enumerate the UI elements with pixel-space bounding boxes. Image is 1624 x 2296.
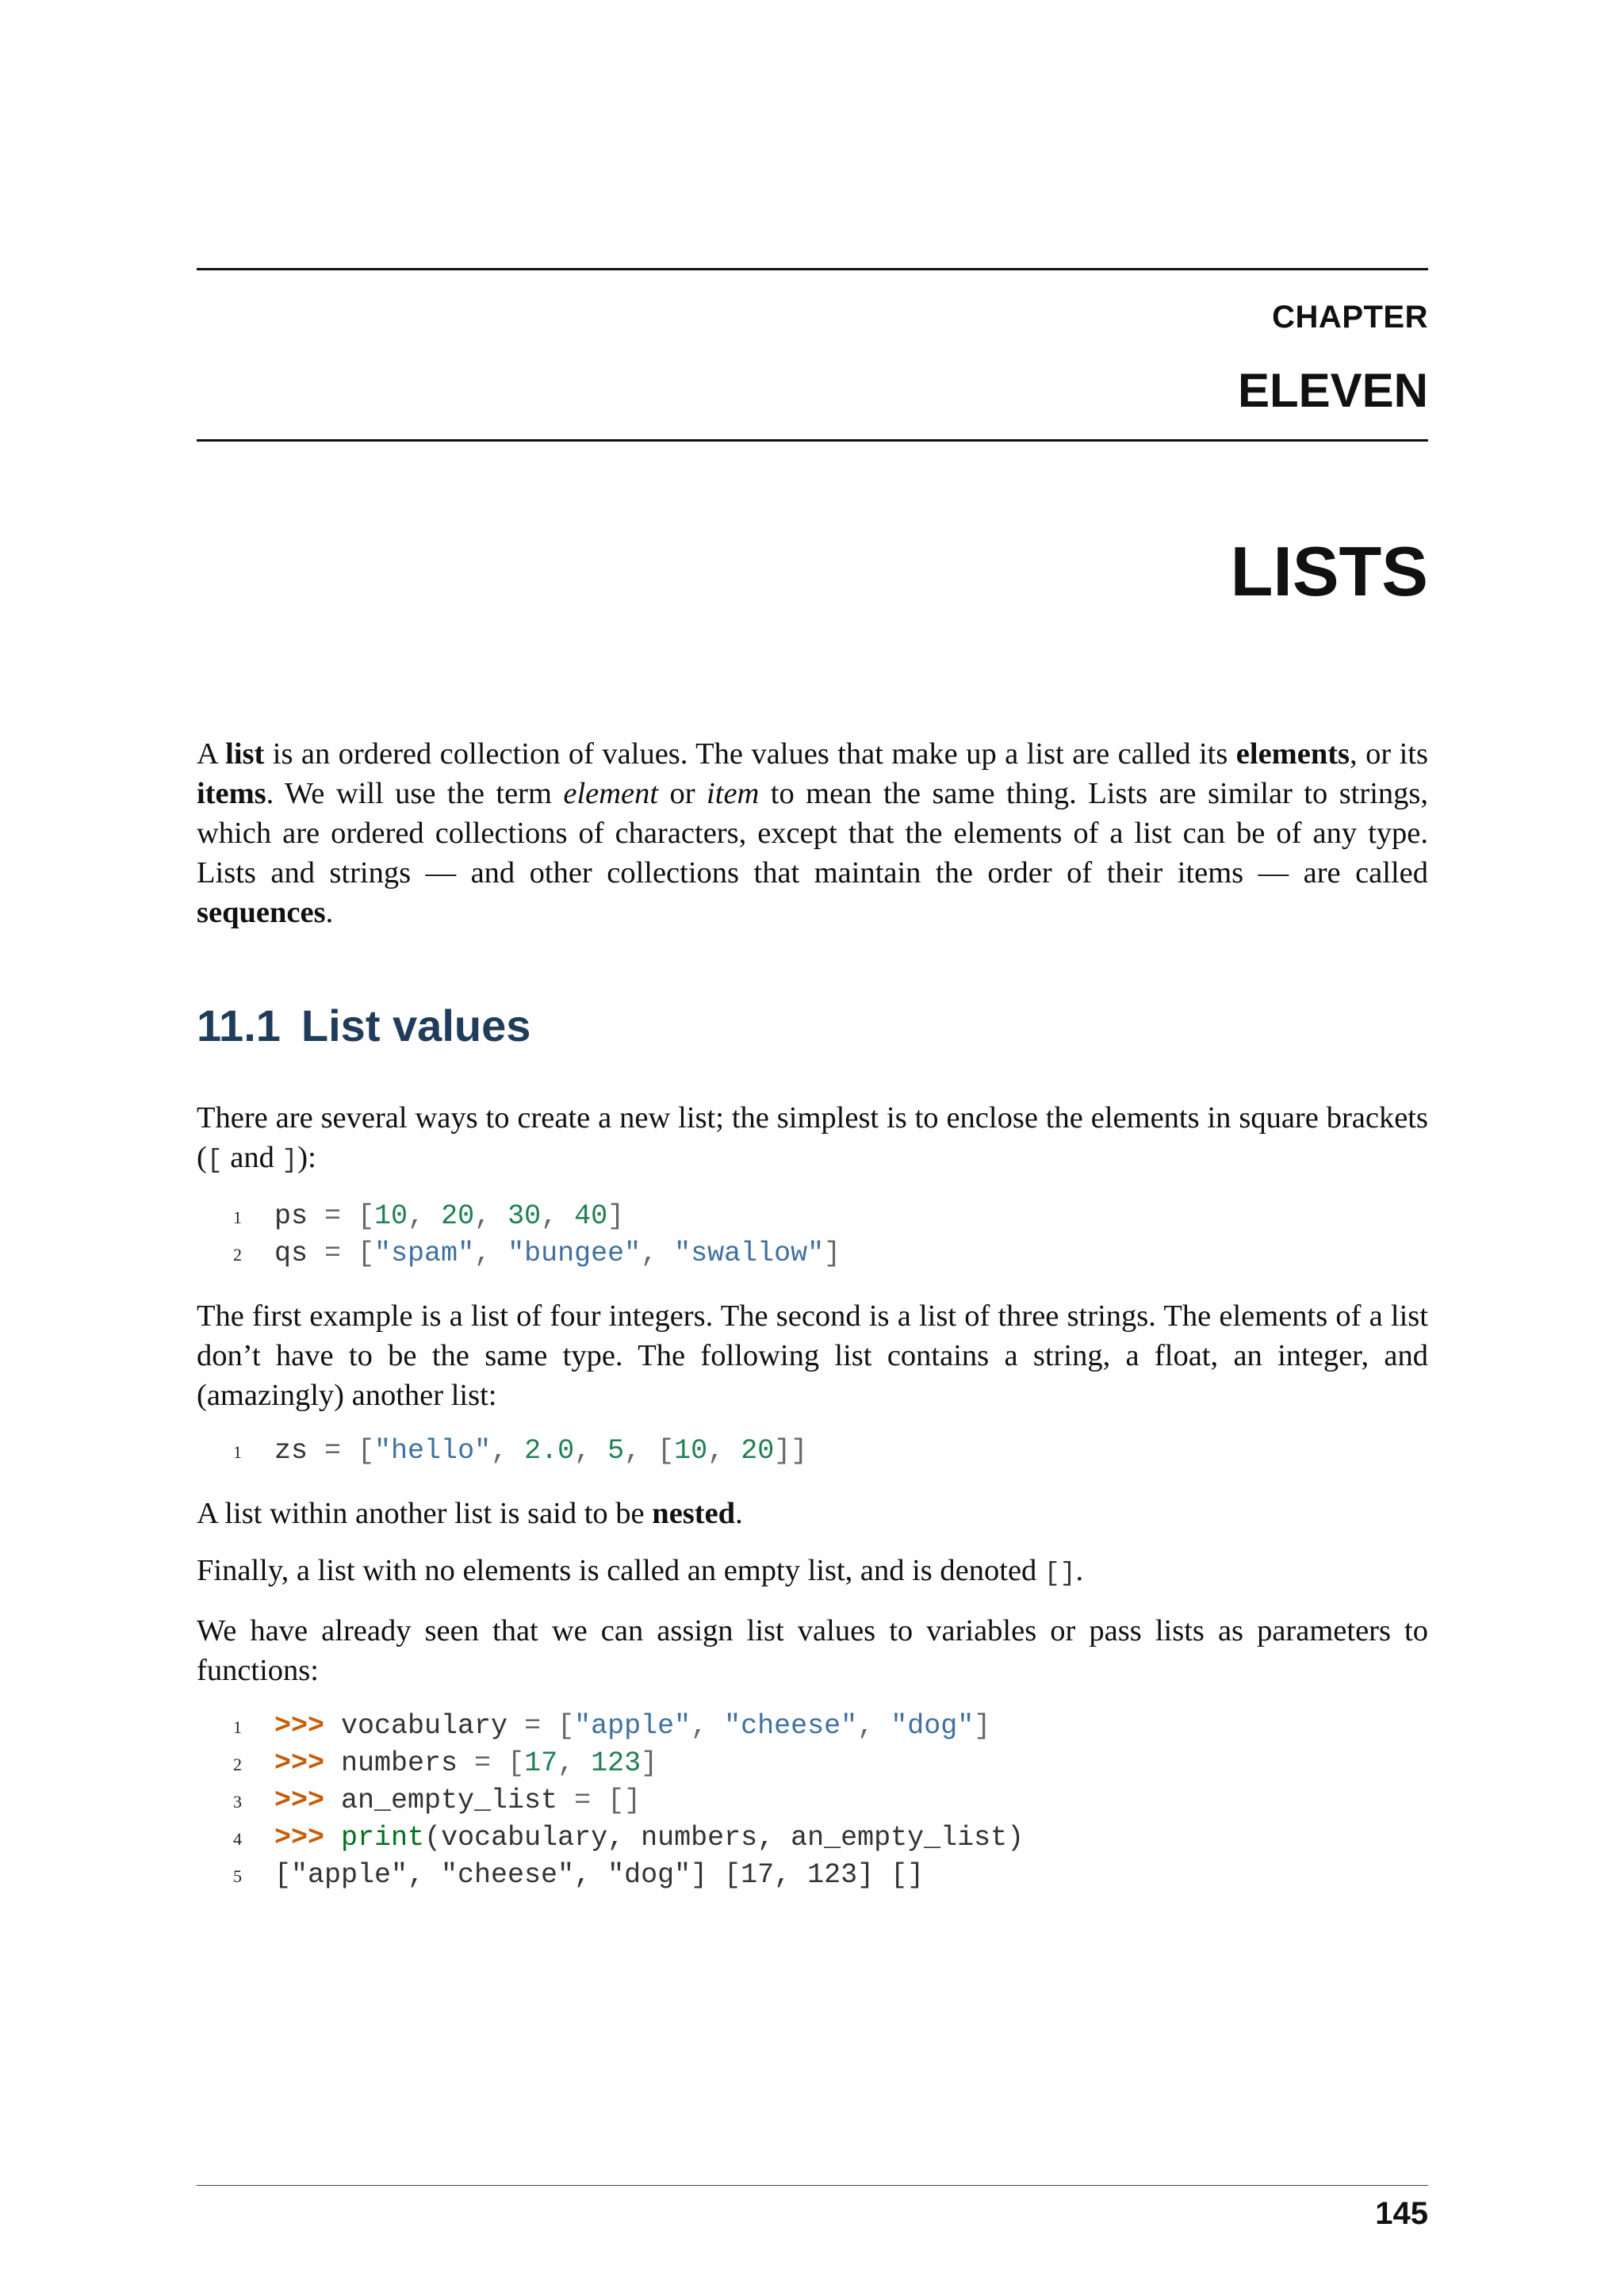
builtin-print: print [341, 1822, 425, 1854]
paragraph-nested: A list within another list is said to be nested. [197, 1497, 743, 1530]
code-block-list-literals [197, 1198, 1428, 1272]
line-number: 3 [233, 1792, 242, 1812]
line-number: 2 [233, 1245, 242, 1265]
code-line: 3 >>> an_empty_list = [] [197, 1782, 1428, 1820]
section-title: List values [301, 1001, 531, 1050]
line-number: 4 [233, 1829, 242, 1849]
term-list: list [225, 737, 265, 771]
page-content [197, 734, 1428, 1918]
paragraph-mixed-types: The first example is a list of four integers. The second is a list of three strings. The elements of a list don’t have to be the same type. The following list contains a string, a float, an integer, and (amazingly) another list: [197, 1299, 1428, 1412]
intro-paragraph: A list is an ordered collection of values. The values that make up a list are called its elements, or its items. We will use the term element or item to mean the same thing. Lists are similar to strings, which are ordered collections of characters, except that the elements of a list can be of any type. Lists and strings — and other collections that maintain the order of their items — are called sequences. [197, 737, 1428, 929]
emphasis-element: element [563, 777, 659, 810]
code-line: 1 zs = ["hello", 2.0, 5, [10, 20]] [197, 1433, 1428, 1470]
code-output-line: 5 ["apple", "cheese", "dog"] [17, 123] [] [197, 1857, 1428, 1894]
inline-code-empty-list: [] [1044, 1559, 1076, 1588]
inline-code-open-bracket: [ [206, 1146, 223, 1175]
line-number: 1 [233, 1207, 242, 1227]
line-number: 5 [233, 1866, 242, 1886]
line-number: 1 [233, 1717, 242, 1737]
term-nested: nested [652, 1497, 736, 1530]
section-heading [197, 998, 1428, 1054]
term-items: items [197, 777, 266, 810]
footer-rule [197, 2185, 1428, 2186]
inline-code-close-bracket: ] [282, 1146, 298, 1175]
term-sequences: sequences [197, 896, 326, 929]
header-rule-top [197, 268, 1428, 270]
code-line: 2 qs = ["spam", "bungee", "swallow"] [197, 1235, 1428, 1272]
prompt: >>> [274, 1747, 325, 1779]
emphasis-item: item [707, 777, 760, 810]
paragraph-assign-lists: We have already seen that we can assign list values to variables or pass lists as parameters to functions: [197, 1614, 1428, 1687]
page-number: 145 [1375, 2196, 1428, 2231]
chapter-label: CHAPTER [1272, 300, 1428, 335]
header-rule-bottom [197, 439, 1428, 442]
prompt: >>> [274, 1785, 325, 1816]
code-line: 1 ps = [10, 20, 30, 40] [197, 1198, 1428, 1235]
code-block-nested-list [197, 1433, 1428, 1470]
code-line: 2 >>> numbers = [17, 123] [197, 1745, 1428, 1782]
paragraph-empty-list: Finally, a list with no elements is called an empty list, and is denoted []. [197, 1554, 1084, 1588]
paragraph-create-list: There are several ways to create a new list; the simplest is to enclose the elements in square brackets ([ and ]): [197, 1101, 1428, 1175]
chapter-number: ELEVEN [1237, 364, 1428, 417]
prompt: >>> [274, 1822, 325, 1854]
term-elements: elements [1235, 737, 1350, 771]
code-block-interactive-session [197, 1708, 1428, 1894]
section-number: 11.1 [197, 1001, 281, 1050]
chapter-title: LISTS [1230, 532, 1428, 610]
code-line: 1 >>> vocabulary = ["apple", "cheese", "dog"] [197, 1708, 1428, 1745]
code-line: 4 >>> print(vocabulary, numbers, an_empty_list) [197, 1820, 1428, 1857]
prompt: >>> [274, 1710, 325, 1742]
line-number: 2 [233, 1755, 242, 1774]
line-number: 1 [233, 1442, 242, 1462]
